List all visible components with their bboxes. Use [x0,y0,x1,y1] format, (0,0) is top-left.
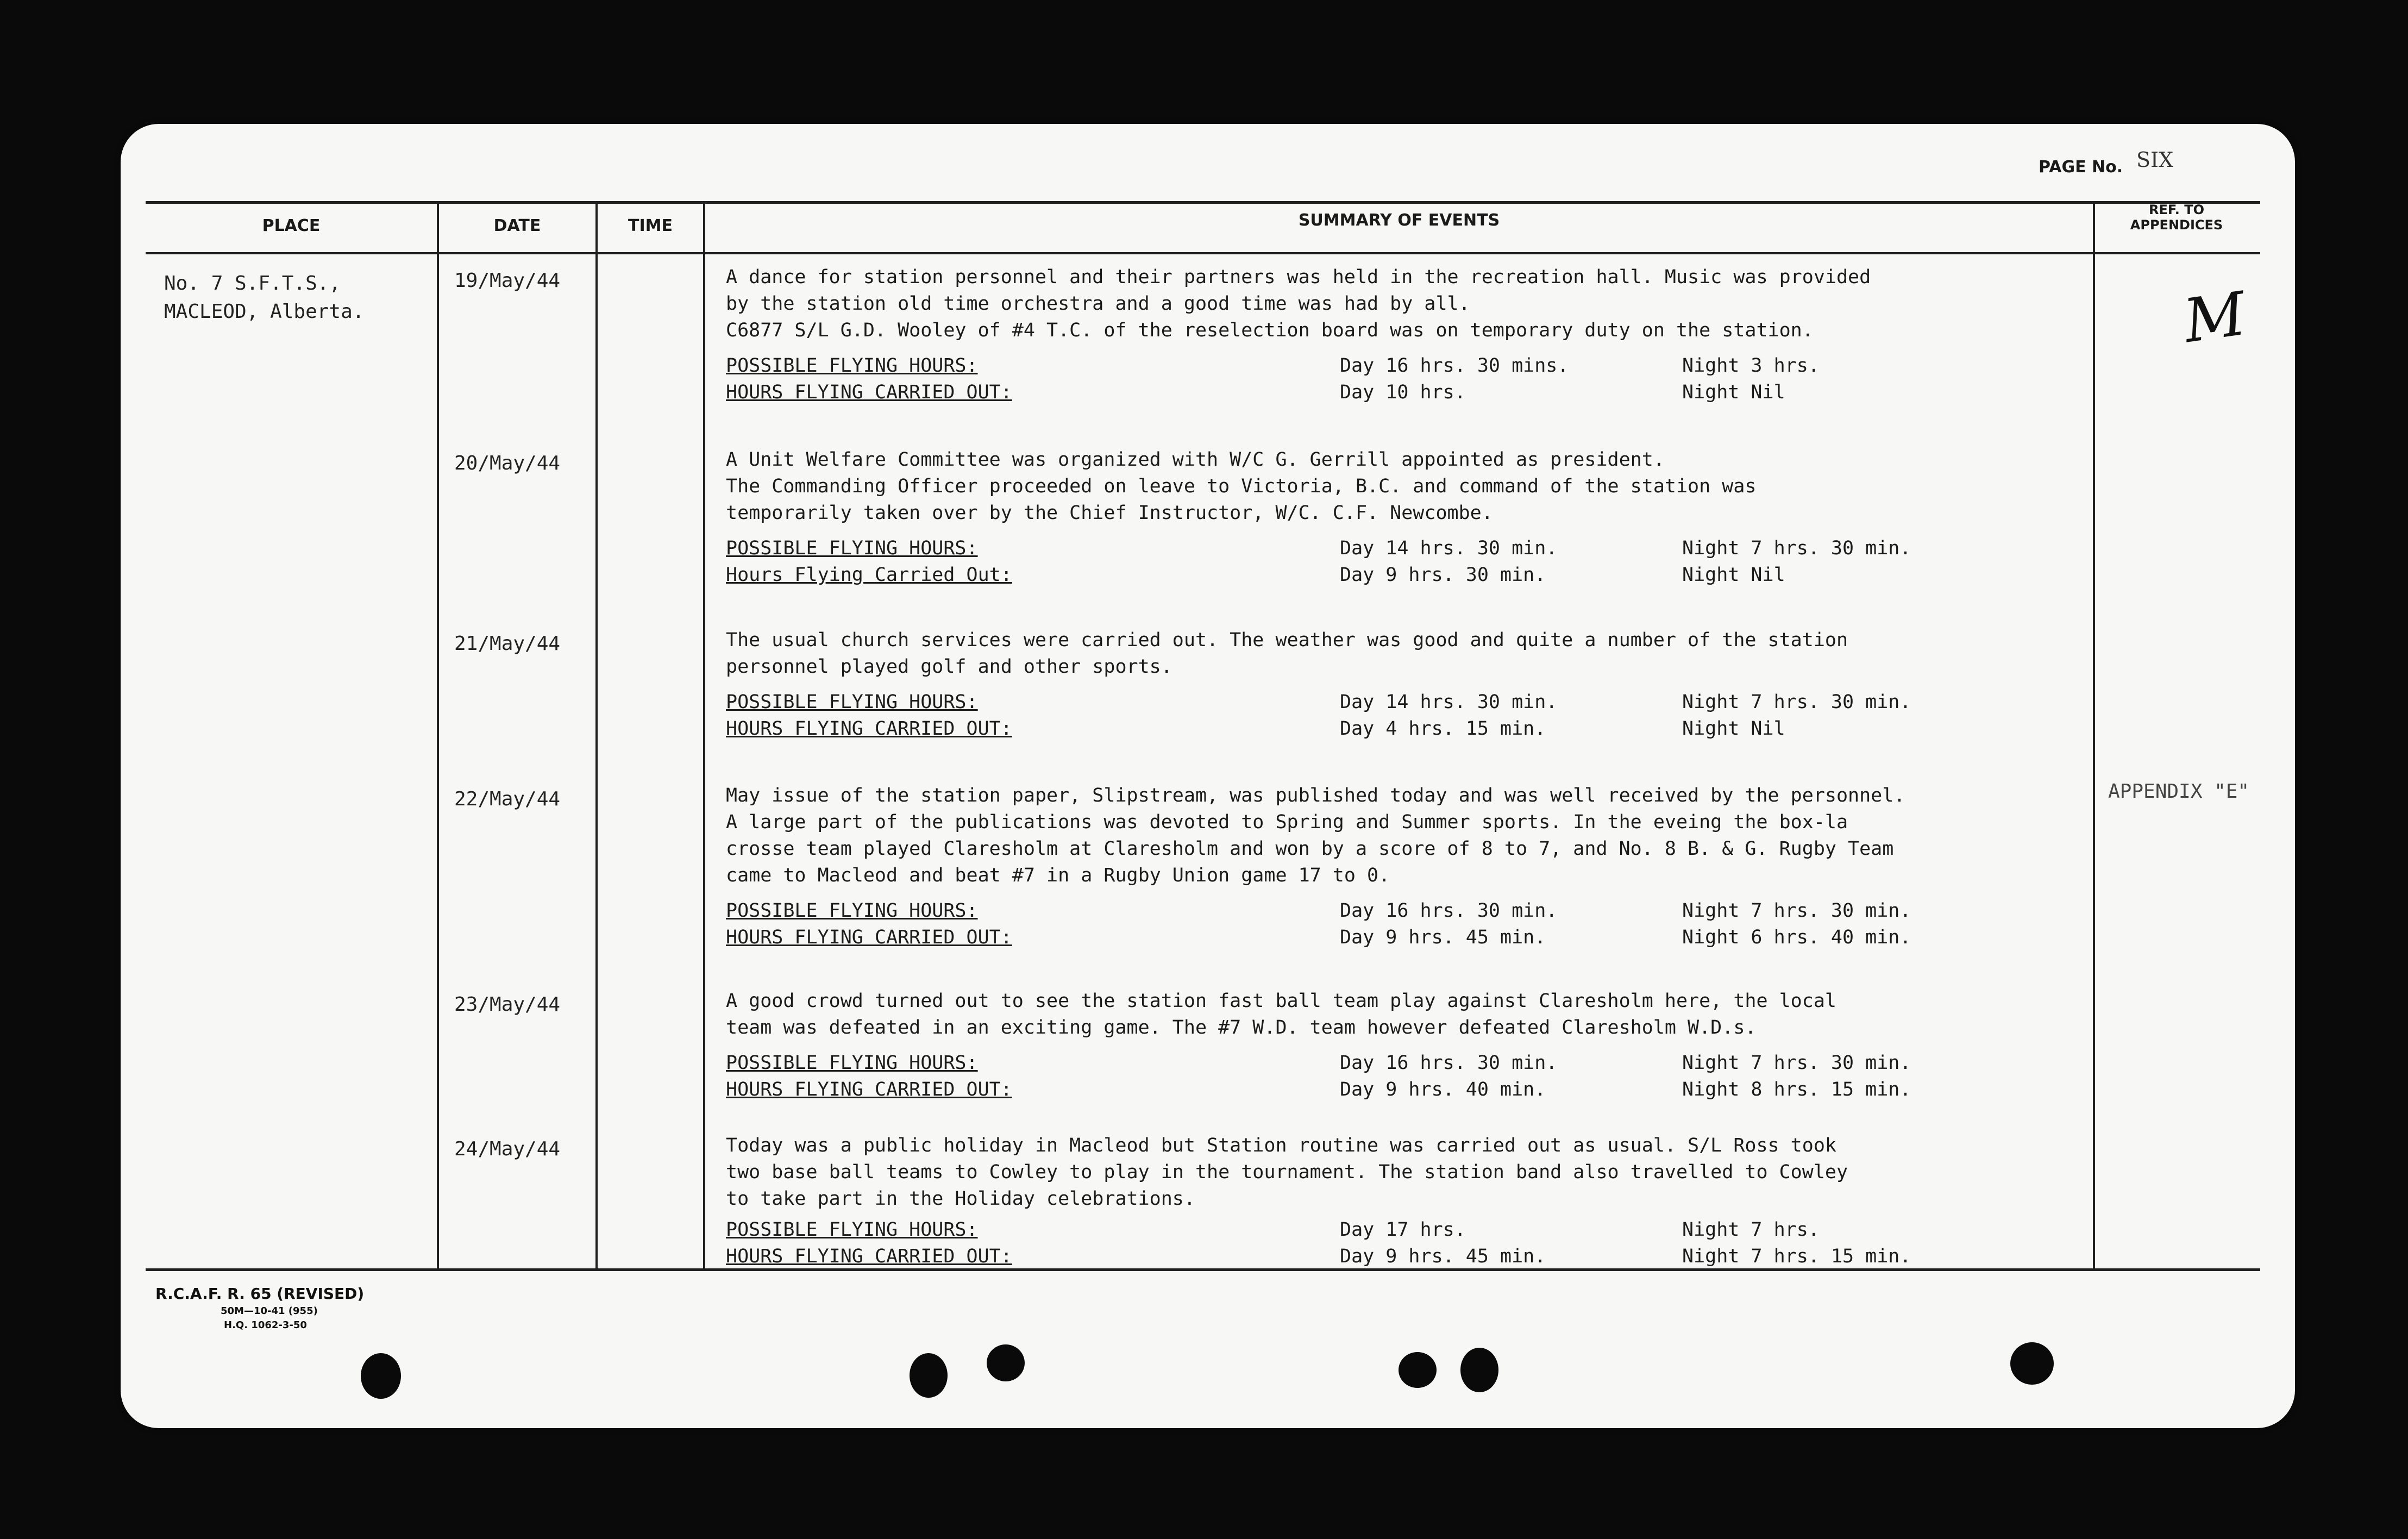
header-ref-line2: APPENDICES [2130,217,2223,233]
carried-night-hours: Night Nil [1682,381,1785,403]
carried-night-hours: Night Nil [1682,564,1785,586]
entry-line: May issue of the station paper, Slipstream, was published today and was well received by the personnel. [726,785,1905,806]
summary-entry-5 [726,988,2073,1105]
col-rule-summary-ref [2093,201,2095,1269]
col-rule-place-date [437,201,439,1269]
place-cell [164,270,364,326]
punch-hole [361,1353,401,1399]
possible-hours-label: POSSIBLE FLYING HOURS: [726,1052,978,1074]
date-entry-6: 24/May/44 [454,1138,561,1160]
table-bottom-rule [146,1268,2260,1271]
entry-line: crosse team played Claresholm at Claresholm and won by a score of 8 to 7, and No. 8 B. & G. Rugby Team [726,838,1894,860]
date-entry-3: 21/May/44 [454,633,561,655]
form-hq-ref: H.Q. 1062-3-50 [224,1319,307,1331]
carried-hours-label: HOURS FLYING CARRIED OUT: [726,381,1012,403]
entry-line: A good crowd turned out to see the station fast ball team play against Claresholm here, the local [726,990,1836,1012]
carried-night-hours: Night 6 hrs. 40 min. [1682,927,1911,948]
carried-day-hours: Day 9 hrs. 45 min. [1340,927,1546,948]
possible-day-hours: Day 16 hrs. 30 mins. [1340,355,1569,377]
carried-hours-label: HOURS FLYING CARRIED OUT: [726,1246,1012,1267]
form-number: R.C.A.F. R. 65 (REVISED) [155,1285,365,1303]
entry-line: A Unit Welfare Committee was organized with W/C G. Gerrill appointed as president. [726,449,1665,471]
possible-night-hours: Night 7 hrs. 30 min. [1682,900,1911,922]
entry-line: Today was a public holiday in Macleod but Station routine was carried out as usual. S/L Ross took [726,1135,1836,1156]
col-rule-date-time [595,201,598,1269]
header-bottom-rule [146,252,2260,254]
possible-night-hours: Night 7 hrs. 30 min. [1682,691,1911,713]
entry-line: A large part of the publications was devoted to Spring and Summer sports. In the eveing the box-la [726,811,1848,833]
flying-hours [726,1052,2073,1105]
header-summary: SUMMARY OF EVENTS [1298,211,1500,230]
punch-hole [910,1353,948,1398]
page-number-label: PAGE No. [2039,158,2123,177]
header-top-rule [146,201,2260,204]
punch-hole [1399,1352,1437,1388]
entry-line: The Commanding Officer proceeded on leave to Victoria, B.C. and command of the station was [726,476,1757,497]
flying-hours [726,355,2073,408]
summary-entry-1 [726,264,2073,408]
possible-night-hours: Night 3 hrs. [1682,355,1820,377]
flying-hours [726,900,2073,953]
possible-hours-label: POSSIBLE FLYING HOURS: [726,900,978,922]
possible-day-hours: Day 16 hrs. 30 min. [1340,900,1558,922]
handwritten-initial: M [2179,278,2250,356]
date-entry-5: 23/May/44 [454,993,561,1016]
flying-hours [726,691,2073,745]
place-line2: MACLEOD, Alberta. [164,301,365,323]
summary-entry-6 [726,1133,2073,1267]
entry-line: temporarily taken over by the Chief Instructor, W/C. C.F. Newcombe. [726,502,1493,524]
flying-hours [726,537,2073,591]
date-entry-4: 22/May/44 [454,788,561,810]
flying-hours [726,1219,2073,1267]
possible-hours-label: POSSIBLE FLYING HOURS: [726,1219,978,1241]
summary-entry-4 [726,783,2073,953]
entry-line: two base ball teams to Cowley to play in the tournament. The station band also travelled to Cowley [726,1161,1848,1183]
col-rule-time-summary [703,201,705,1269]
header-ref-line1: REF. TO [2149,202,2204,217]
place-line1: No. 7 S.F.T.S., [164,272,341,295]
carried-night-hours: Night 8 hrs. 15 min. [1682,1079,1911,1100]
entry-line: team was defeated in an exciting game. The #7 W.D. team however defeated Claresholm W.D.s. [726,1017,1757,1038]
possible-day-hours: Day 14 hrs. 30 min. [1340,691,1558,713]
entry-line: came to Macleod and beat #7 in a Rugby Union game 17 to 0. [726,865,1390,886]
carried-hours-label: HOURS FLYING CARRIED OUT: [726,718,1012,740]
summary-entry-3 [726,627,2073,745]
entry-line: by the station old time orchestra and a good time was had by all. [726,293,1470,315]
carried-hours-label: Hours Flying Carried Out: [726,564,1012,586]
header-place: PLACE [262,216,321,235]
punch-hole [1460,1348,1498,1392]
carried-hours-label: HOURS FLYING CARRIED OUT: [726,927,1012,948]
entry-line: A dance for station personnel and their partners was held in the recreation hall. Music was provided [726,266,1871,288]
carried-day-hours: Day 9 hrs. 30 min. [1340,564,1546,586]
carried-hours-label: HOURS FLYING CARRIED OUT: [726,1079,1012,1100]
summary-entry-2 [726,447,2073,591]
possible-hours-label: POSSIBLE FLYING HOURS: [726,537,978,559]
possible-night-hours: Night 7 hrs. 30 min. [1682,1052,1911,1074]
entry-line: The usual church services were carried out. The weather was good and quite a number of the station [726,629,1848,651]
entry-line: personnel played golf and other sports. [726,656,1172,678]
possible-day-hours: Day 17 hrs. [1340,1219,1466,1241]
date-entry-2: 20/May/44 [454,452,561,474]
carried-day-hours: Day 10 hrs. [1340,381,1466,403]
appendix-reference: APPENDIX "E" [2108,780,2250,803]
punch-hole [987,1344,1025,1381]
possible-hours-label: POSSIBLE FLYING HOURS: [726,355,978,377]
page-number-value: SIX [2136,148,2174,172]
possible-night-hours: Night 7 hrs. 30 min. [1682,537,1911,559]
entry-line: C6877 S/L G.D. Wooley of #4 T.C. of the reselection board was on temporary duty on the station. [726,320,1814,341]
header-date: DATE [493,216,541,235]
entry-line: to take part in the Holiday celebrations. [726,1188,1195,1210]
possible-day-hours: Day 16 hrs. 30 min. [1340,1052,1558,1074]
carried-day-hours: Day 9 hrs. 40 min. [1340,1079,1546,1100]
possible-hours-label: POSSIBLE FLYING HOURS: [726,691,978,713]
carried-night-hours: Night Nil [1682,718,1785,740]
carried-night-hours: Night 7 hrs. 15 min. [1682,1246,1911,1267]
header-time: TIME [628,216,673,235]
possible-day-hours: Day 14 hrs. 30 min. [1340,537,1558,559]
date-entry-1: 19/May/44 [454,270,561,292]
carried-day-hours: Day 4 hrs. 15 min. [1340,718,1546,740]
possible-night-hours: Night 7 hrs. [1682,1219,1820,1241]
form-print-run: 50M—10-41 (955) [221,1305,318,1317]
punch-hole [2010,1342,2054,1385]
carried-day-hours: Day 9 hrs. 45 min. [1340,1246,1546,1267]
